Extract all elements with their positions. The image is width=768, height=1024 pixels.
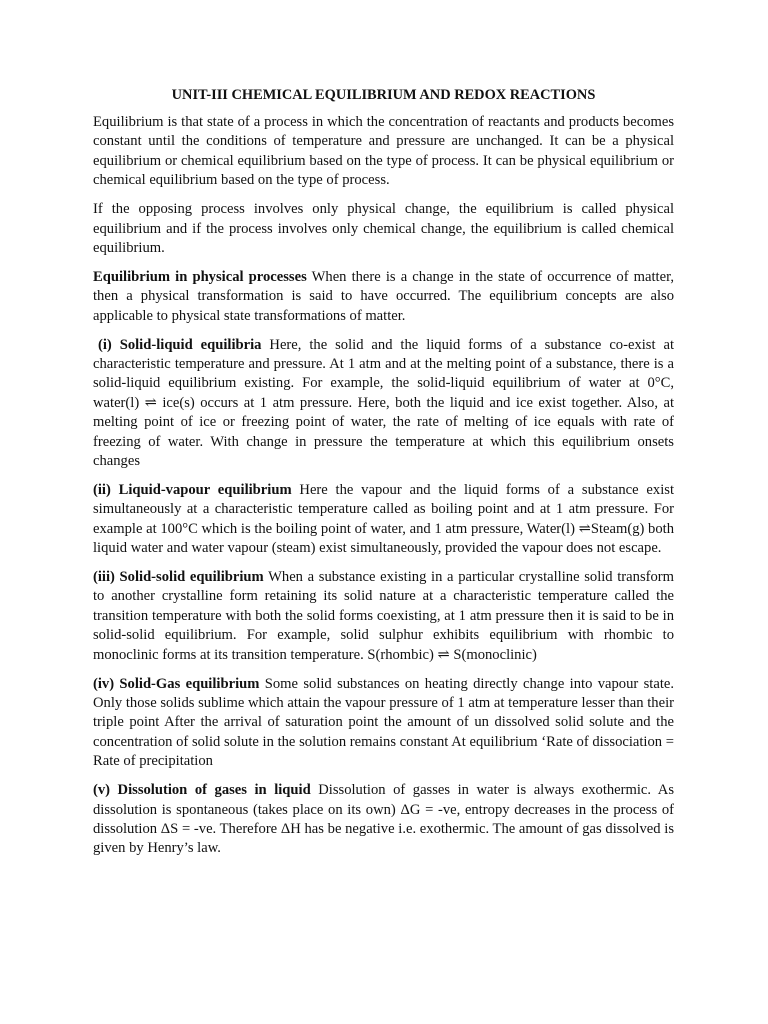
- section-body: Here, the solid and the liquid forms of a substance co-exist at characteristic temperature and pressure. At 1 atm and at the melting point of a substance, there is a solid-liquid equilibrium existing. For example, the solid-liquid equilibrium of water at 0°C, water(l) ⇌ ice(s) occurs at 1 atm pressure. Here, both the liquid and ice exist together. Also, at melting point of ice or freezing point of water, the rate of melting of ice equals with rate of freezing of water. With change in pressure the temperature at which this equilibrium onsets changes: [93, 336, 674, 469]
- section-body: Here the vapour and the liquid forms of a substance exist simultaneously at a characteristic temperature called as boiling point and at 1 atm pressure. For example at 100°C which is the boiling point of water, and 1 atm pressure, Water(l) ⇌Steam(g) both liquid water and water vapour (steam) exist simultaneously, provided the vapour does not escape.: [93, 481, 674, 557]
- section-solid-liquid: [93, 336, 674, 472]
- section-solid-solid: [93, 568, 674, 665]
- section-body: Dissolution of gasses in water is always exothermic. As dissolution is spontaneous (takes place on its own) ΔG = -ve, entropy decreases in the process of dissolution ΔS = -ve. Therefore ΔH has be negative i.e. exothermic. The amount of gas dissolved is given by Henry’s law.: [93, 782, 675, 857]
- section-heading: (v) Dissolution of gases in liquid: [93, 782, 311, 799]
- document-title: UNIT-III CHEMICAL EQUILIBRIUM AND REDOX REACTIONS: [171, 87, 596, 103]
- section-heading: (i) Solid-liquid equilibria: [98, 336, 262, 353]
- section-heading: (iii) Solid-solid equilibrium: [93, 569, 264, 586]
- section-solid-gas: [93, 675, 674, 772]
- intro-paragraph-1: Equilibrium is that state of a process in which the concentration of reactants and products becomes constant until the conditions of temperature and pressure are unchanged. It can be a physical equilibrium or chemical equilibrium based on the type of process. It can be physical equilibrium or chemical equilibrium based on the type of process.: [93, 114, 674, 189]
- document-page: [93, 86, 674, 868]
- section-liquid-vapour: [93, 481, 674, 559]
- section-body: Some solid substances on heating directly change into vapour state. Only those solids sublime which attain the vapour pressure of 1 atm at temperature lesser than their triple point After the arrival of saturation point the amount of un dissolved solid solute and the concentration of solid solute in the solution remains constant At equilibrium ‘Rate of dissociation = Rate of precipitation: [93, 675, 674, 770]
- section-heading: Equilibrium in physical processes: [93, 268, 307, 285]
- section-gas-dissolution: [93, 781, 674, 859]
- section-body: When a substance existing in a particular crystalline solid transform to another crystalline form retaining its solid nature at a characteristic temperature called the transition temperature with both the solid forms coexisting, at 1 atm pressure then it is said to be in solid-solid equilibrium. For example, solid sulphur exhibits equilibrium with rhombic to monoclinic forms at its transition temperature. S(rhombic) ⇌ S(monoclinic): [93, 569, 674, 663]
- intro-paragraph-2: If the opposing process involves only physical change, the equilibrium is called physical equilibrium and if the process involves only chemical change, the equilibrium is called chemical equilibrium.: [93, 201, 674, 256]
- section-body: When there is a change in the state of occurrence of matter, then a physical transformation is said to have occurred. The equilibrium concepts are also applicable to physical state transformations of matter.: [93, 268, 675, 324]
- section-physical-processes: [93, 268, 674, 326]
- section-heading: (iv) Solid-Gas equilibrium: [93, 675, 260, 692]
- section-heading: (ii) Liquid-vapour equilibrium: [93, 481, 292, 498]
